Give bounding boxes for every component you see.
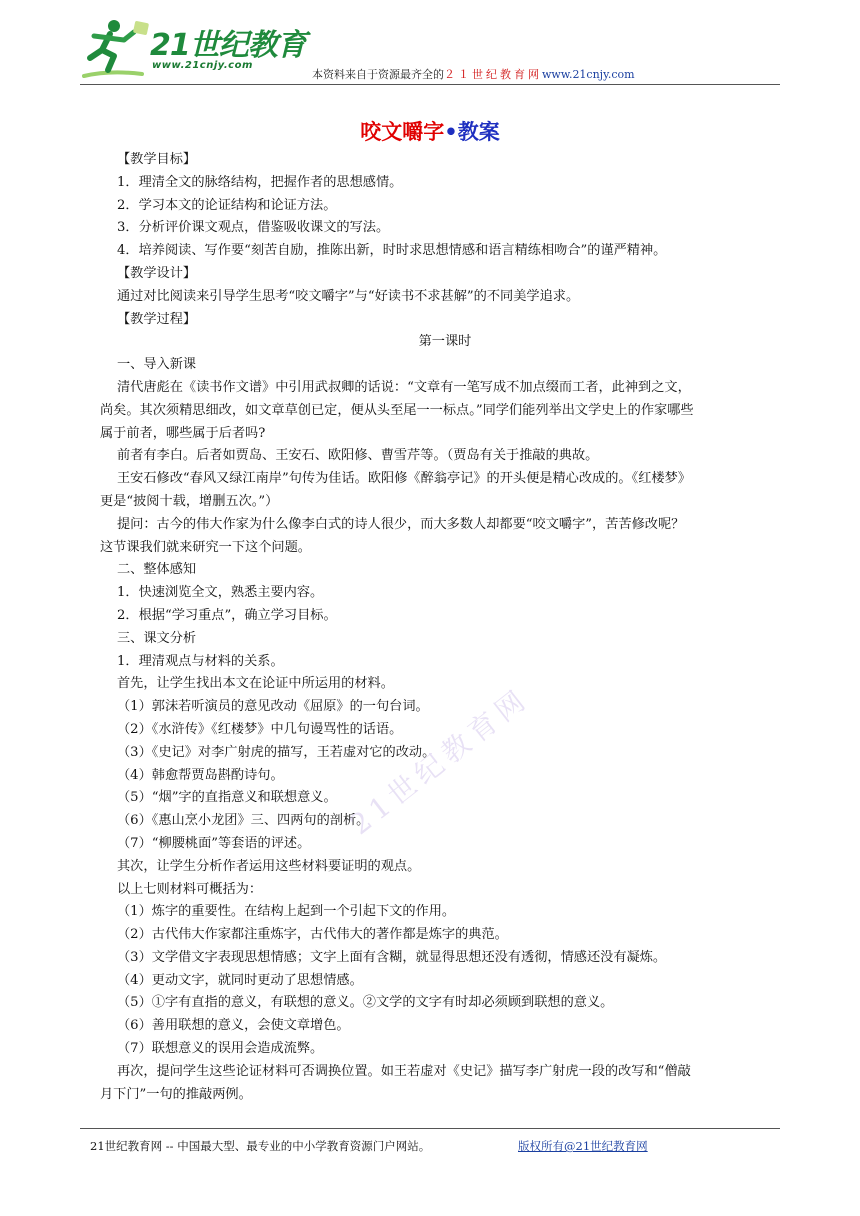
text-line: 月下门”一句的推敲两例。 (100, 1086, 252, 1102)
footer-copyright-link[interactable]: 版权所有@21世纪教育网 (518, 1139, 648, 1153)
text-line: 1．快速浏览全文，熟悉主要内容。 (117, 585, 324, 601)
title-dot: • (444, 120, 458, 144)
text-line: 2．根据“学习重点”，确立学习目标。 (117, 607, 337, 623)
text-line: 其次，让学生分析作者运用这些材料要证明的观点。 (117, 858, 421, 874)
text-line: （5）①字有直指的意义，有联想的意义。②文学的文字有时却必须顾到联想的意义。 (117, 995, 614, 1011)
text-line: （2）古代伟大作家都注重炼字，古代伟大的著作都是炼字的典范。 (117, 927, 508, 943)
text-line: 更是“披阅十载，增删五次。”） (100, 493, 279, 509)
text-line: 提问：古今的伟大作家为什么像李白式的诗人很少，而大多数人却都要“咬文嚼字”，苦苦修改呢？ (117, 516, 685, 532)
logo-url: www.21cnjy.com (152, 60, 253, 71)
text-line: （4）更动文字，就同时更动了思想情感。 (117, 972, 363, 988)
text-line: （6）《惠山烹小龙团》三、四两句的剖析。 (117, 813, 370, 829)
text-line: 1．理清全文的脉络结构，把握作者的思想感情。 (117, 174, 403, 190)
text-line: 一、导入新课 (117, 357, 197, 373)
text-line: 三、课文分析 (117, 630, 197, 646)
text-line: 清代唐彪在《读书作文谱》中引用武叔卿的话说：“文章有一笔写成不加点缀而工者，此神到之文， (117, 379, 691, 395)
text-line: 【教学设计】 (117, 265, 197, 281)
tagline-prefix: 本资料来自于资源最齐全的 (312, 68, 444, 81)
document-title (0, 116, 860, 146)
text-line: 属于前者，哪些属于后者吗? (100, 425, 266, 441)
header-tagline (312, 66, 635, 82)
text-line: （1）郭沫若听演员的意见改动《屈原》的一句台词。 (117, 699, 429, 715)
text-line: （2）《水浒传》《红楼梦》中几句谩骂性的话语。 (117, 721, 403, 737)
text-line: 以上七则材料可概括为： (117, 881, 263, 897)
text-line: 1．理清观点与材料的关系。 (117, 653, 284, 669)
text-line: 二、整体感知 (117, 562, 197, 578)
footer-text: 21世纪教育网 -- 中国最大型、最专业的中小学教育资源门户网站。 (90, 1139, 431, 1153)
page-header (0, 0, 860, 90)
text-line: 4．培养阅读、写作要“刻苦自励，推陈出新，时时求思想情感和语言精练相吻合”的谨严精神。 (117, 243, 667, 259)
text-line: 3．分析评价课文观点，借鉴吸收课文的写法。 (117, 220, 390, 236)
text-line: （3）《史记》对李广射虎的描写，王若虚对它的改动。 (117, 744, 436, 760)
text-line: （6）善用联想的意义，会使文章增色。 (117, 1018, 350, 1034)
text-line: 再次，提问学生这些论证材料可否调换位置。如王若虚对《史记》描写李广射虎一段的改写和“僧敲 (117, 1063, 691, 1079)
logo-text: 21世纪教育 (150, 28, 306, 63)
text-line: 这节课我们就来研究一下这个问题。 (100, 539, 311, 555)
text-line: 2．学习本文的论证结构和论证方法。 (117, 197, 337, 213)
watermark: 21世纪教育网 (343, 681, 536, 842)
site-logo[interactable] (80, 18, 306, 80)
text-line: 第一课时 (418, 334, 472, 350)
text-line: （7）“柳腰桃面”等套语的评述。 (117, 835, 311, 851)
text-line: 【教学过程】 (117, 311, 197, 327)
text-line: 王安石修改“春风又绿江南岸”句传为佳话。欧阳修《醉翁亭记》的开头便是精心改成的。《红楼梦》 (117, 471, 691, 487)
text-line: （3）文学借文字表现思想情感；文字上面有含糊，就显得思想还没有透彻，情感还没有凝炼。 (117, 949, 667, 965)
text-line: 尚矣。其次须精思细改，如文章草创已定，便从头至尾一一标点。”同学们能列举出文学史上的作家哪些 (100, 402, 694, 418)
text-line: 通过对比阅读来引导学生思考“咬文嚼字”与“好读书不求甚解”的不同美学追求。 (117, 288, 580, 304)
text-line: （4）韩愈帮贾岛斟酌诗句。 (117, 767, 284, 783)
text-line: （1）炼字的重要性。在结构上起到一个引起下文的作用。 (117, 904, 456, 920)
tagline-site-name[interactable]: ２１世纪教育网 (444, 68, 542, 81)
running-figure-icon (80, 18, 152, 80)
tagline-site-url[interactable]: www.21cnjy.com (542, 68, 635, 81)
text-line: （7）联想意义的误用会造成流弊。 (117, 1041, 324, 1057)
text-line: 首先，让学生找出本文在论证中所运用的材料。 (117, 676, 394, 692)
footer-divider (80, 1128, 780, 1129)
text-line: （5）“烟”字的直指意义和联想意义。 (117, 790, 337, 806)
document-body (100, 149, 790, 1106)
title-part-2: 教案 (457, 120, 500, 144)
title-part-1: 咬文嚼字 (360, 120, 445, 144)
text-line: 【教学目标】 (117, 152, 197, 167)
text-line: 前者有李白。后者如贾岛、王安石、欧阳修、曹雪芹等。（贾岛有关于推敲的典故。 (117, 448, 599, 464)
header-divider (80, 84, 780, 85)
